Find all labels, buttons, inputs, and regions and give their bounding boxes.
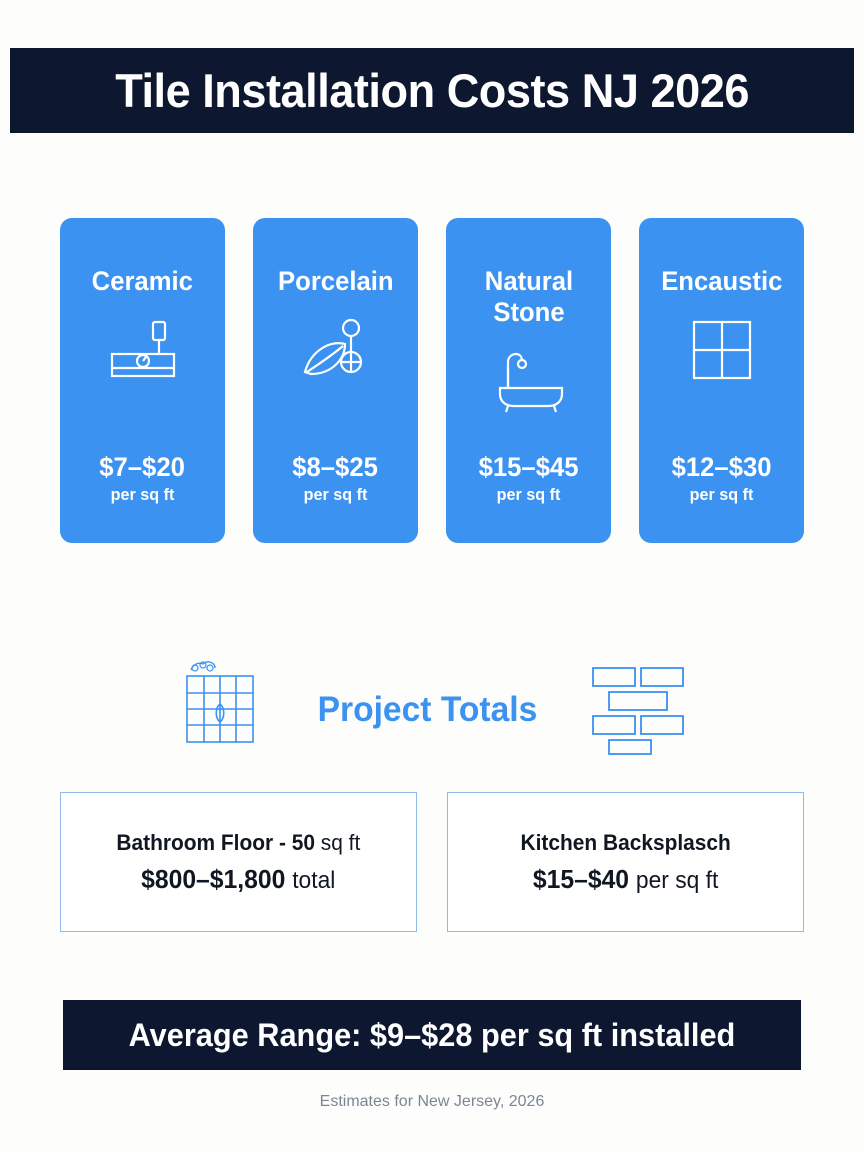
- tile-type-name: Ceramic: [91, 266, 194, 296]
- project-total-label: [117, 830, 361, 856]
- tile-type-card: [639, 218, 804, 543]
- tile-type-unit: per sq ft: [110, 485, 175, 504]
- tile-type-name: Encaustic: [660, 266, 783, 296]
- page-title: Tile Installation Costs NJ 2026: [115, 64, 749, 117]
- bathtub-icon: [486, 342, 572, 420]
- project-total-label-unit: sq ft: [320, 829, 361, 855]
- tile-type-name: Natural Stone: [484, 266, 573, 328]
- four-pane-tile-icon: [686, 311, 758, 389]
- tile-type-card: [253, 218, 418, 543]
- tile-type-card: [60, 218, 225, 543]
- average-range-banner: [63, 1000, 801, 1070]
- project-totals-title: Project Totals: [317, 690, 537, 729]
- source-note: Estimates for New Jersey, 2026: [319, 1093, 545, 1110]
- project-total-box: [60, 792, 417, 932]
- project-totals-boxes: [60, 792, 804, 932]
- tile-scale-icon: [100, 311, 186, 389]
- tile-type-price: $12–$30: [671, 452, 772, 482]
- tile-type-card: [446, 218, 611, 543]
- project-total-value: [141, 864, 335, 895]
- leaf-citrus-icon: [293, 311, 379, 389]
- tile-type-card-list: [60, 218, 804, 543]
- tile-type-price: $8–$25: [292, 452, 379, 482]
- average-range-text: Average Range: $9–$28 per sq ft installed: [128, 1016, 736, 1053]
- project-total-label-bold: Kitchen Backsplasch: [520, 829, 731, 855]
- tile-type-name: Porcelain: [277, 266, 394, 296]
- project-total-amount: $800–$1,800: [141, 863, 286, 894]
- project-total-box: [447, 792, 804, 932]
- tile-type-unit: per sq ft: [496, 485, 561, 504]
- tile-type-price: $15–$45: [478, 452, 579, 482]
- tile-type-price: $7–$20: [99, 452, 186, 482]
- project-total-label: [520, 830, 730, 856]
- project-total-value: [533, 864, 718, 895]
- project-total-amount-unit: per sq ft: [635, 866, 719, 894]
- project-total-amount-unit: total: [292, 866, 336, 894]
- brick-pattern-icon: [587, 660, 691, 760]
- project-total-label-bold: Bathroom Floor - 50: [116, 829, 316, 855]
- header-banner: [10, 48, 854, 133]
- project-totals-header: [60, 650, 804, 770]
- tiled-shower-icon: [173, 656, 267, 764]
- tile-type-unit: per sq ft: [689, 485, 754, 504]
- tile-type-unit: per sq ft: [303, 485, 368, 504]
- project-total-amount: $15–$40: [532, 863, 629, 894]
